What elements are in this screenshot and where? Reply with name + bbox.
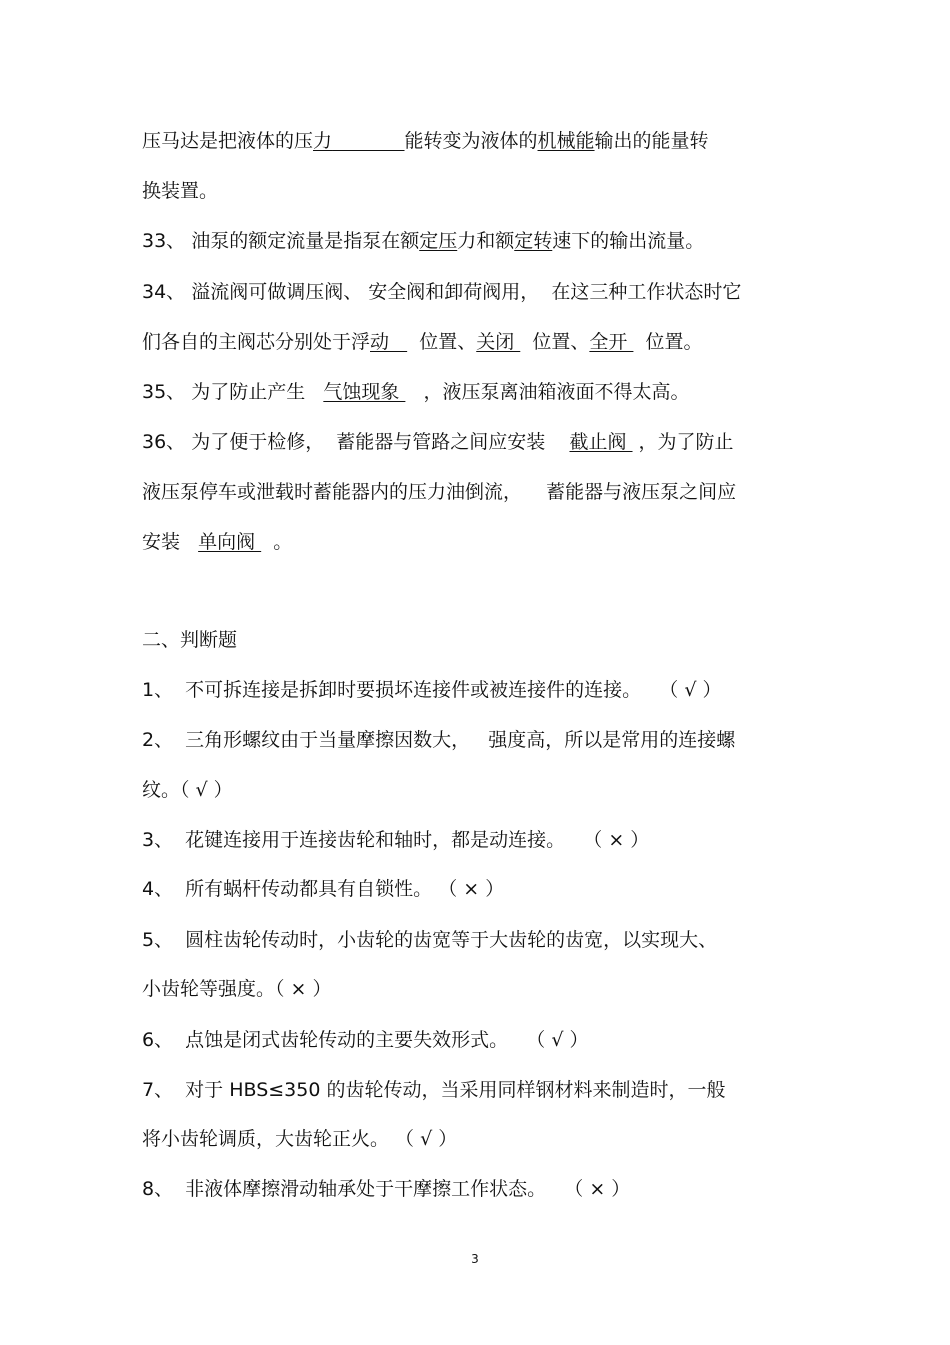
- tf-line: 1、 不可拆连接是拆卸时要损坏连接件或被连接件的连接。 （ √ ）: [142, 679, 722, 701]
- q34-line-1: 34、 溢流阀可做调压阀、 安全阀和卸荷阀用， 在这三种工作状态时它: [142, 281, 742, 303]
- q32-line-1: [142, 128, 709, 154]
- q34-text-h: 位置。: [633, 331, 703, 353]
- q36-blank-2: 单向阀: [198, 531, 262, 553]
- q32-underlined-term: 机械能: [537, 130, 595, 152]
- tf-line: 4、 所有蜗杆传动都具有自锁性。 （ × ）: [142, 878, 505, 900]
- q34-text-d: 位置、: [407, 331, 477, 353]
- q32-text-a: 压马达是把液体的压: [142, 130, 314, 152]
- q36-line-3: [142, 529, 292, 555]
- q34-text-b: 们各自的主阀芯分别处于浮: [142, 331, 371, 353]
- q33-text-e: 速下的输出流量。: [552, 230, 705, 252]
- q35-line: [142, 379, 690, 405]
- q34-blank-2: 关闭: [476, 331, 521, 353]
- q36-line-1: [142, 429, 734, 455]
- q36-text-a: 36、 为了便于检修， 蓄能器与管路之间应安装: [142, 431, 570, 453]
- q35-text-c: ，液压泵离油箱液面不得太高。: [405, 381, 690, 403]
- tf-line: 纹。（ √ ）: [142, 779, 233, 801]
- q32-text-f: 输出的能量转: [594, 130, 709, 152]
- q33-blank-1: 定压: [419, 230, 458, 252]
- tf-line: 2、 三角形螺纹由于当量摩擦因数大， 强度高，所以是常用的连接螺: [142, 729, 736, 751]
- page-number: 3: [471, 1252, 479, 1266]
- q36-blank-1: 截止阀: [569, 431, 633, 453]
- section-heading: 二、判断题: [142, 629, 238, 651]
- tf-line: 3、 花键连接用于连接齿轮和轴时，都是动连接。 （ × ）: [142, 829, 650, 851]
- tf-line: 6、 点蚀是闭式齿轮传动的主要失效形式。 （ √ ）: [142, 1029, 589, 1051]
- tf-line: 小齿轮等强度。（ × ）: [142, 978, 332, 1000]
- tf-line: 将小齿轮调质，大齿轮正火。 （ √ ）: [142, 1128, 458, 1150]
- q35-blank: 气蚀现象: [323, 381, 406, 403]
- tf-line: 8、 非液体摩擦滑动轴承处于干摩擦工作状态。 （ × ）: [142, 1178, 631, 1200]
- q33-blank-2: 定转: [514, 230, 553, 252]
- q33-line: [142, 228, 704, 254]
- q32-text-d: 能转变为液体的: [404, 130, 538, 152]
- q33-text-c: 力和额: [457, 230, 515, 252]
- q34-line-2: [142, 329, 703, 355]
- q32-line-2: 换装置。: [142, 180, 219, 202]
- q34-blank-1: 动: [370, 331, 408, 353]
- q35-text-a: 35、 为了防止产生: [142, 381, 324, 403]
- q36-text-c: ，为了防止: [632, 431, 734, 453]
- q34-text-f: 位置、: [520, 331, 590, 353]
- q36-line-2: 液压泵停车或泄载时蓄能器内的压力油倒流， 蓄能器与液压泵之间应: [142, 481, 737, 503]
- tf-line: 5、 圆柱齿轮传动时，小齿轮的齿宽等于大齿轮的齿宽，以实现大、: [142, 929, 718, 951]
- q34-blank-3: 全开: [589, 331, 634, 353]
- q33-text-a: 33、 油泵的额定流量是指泵在额: [142, 230, 420, 252]
- q32-blank-answer: 力: [313, 130, 333, 152]
- q36-text-g: 。: [261, 531, 293, 553]
- tf-line: 7、 对于 HBS≤350 的齿轮传动，当采用同样钢材料来制造时，一般: [142, 1079, 726, 1101]
- q36-text-e: 安装: [142, 531, 199, 553]
